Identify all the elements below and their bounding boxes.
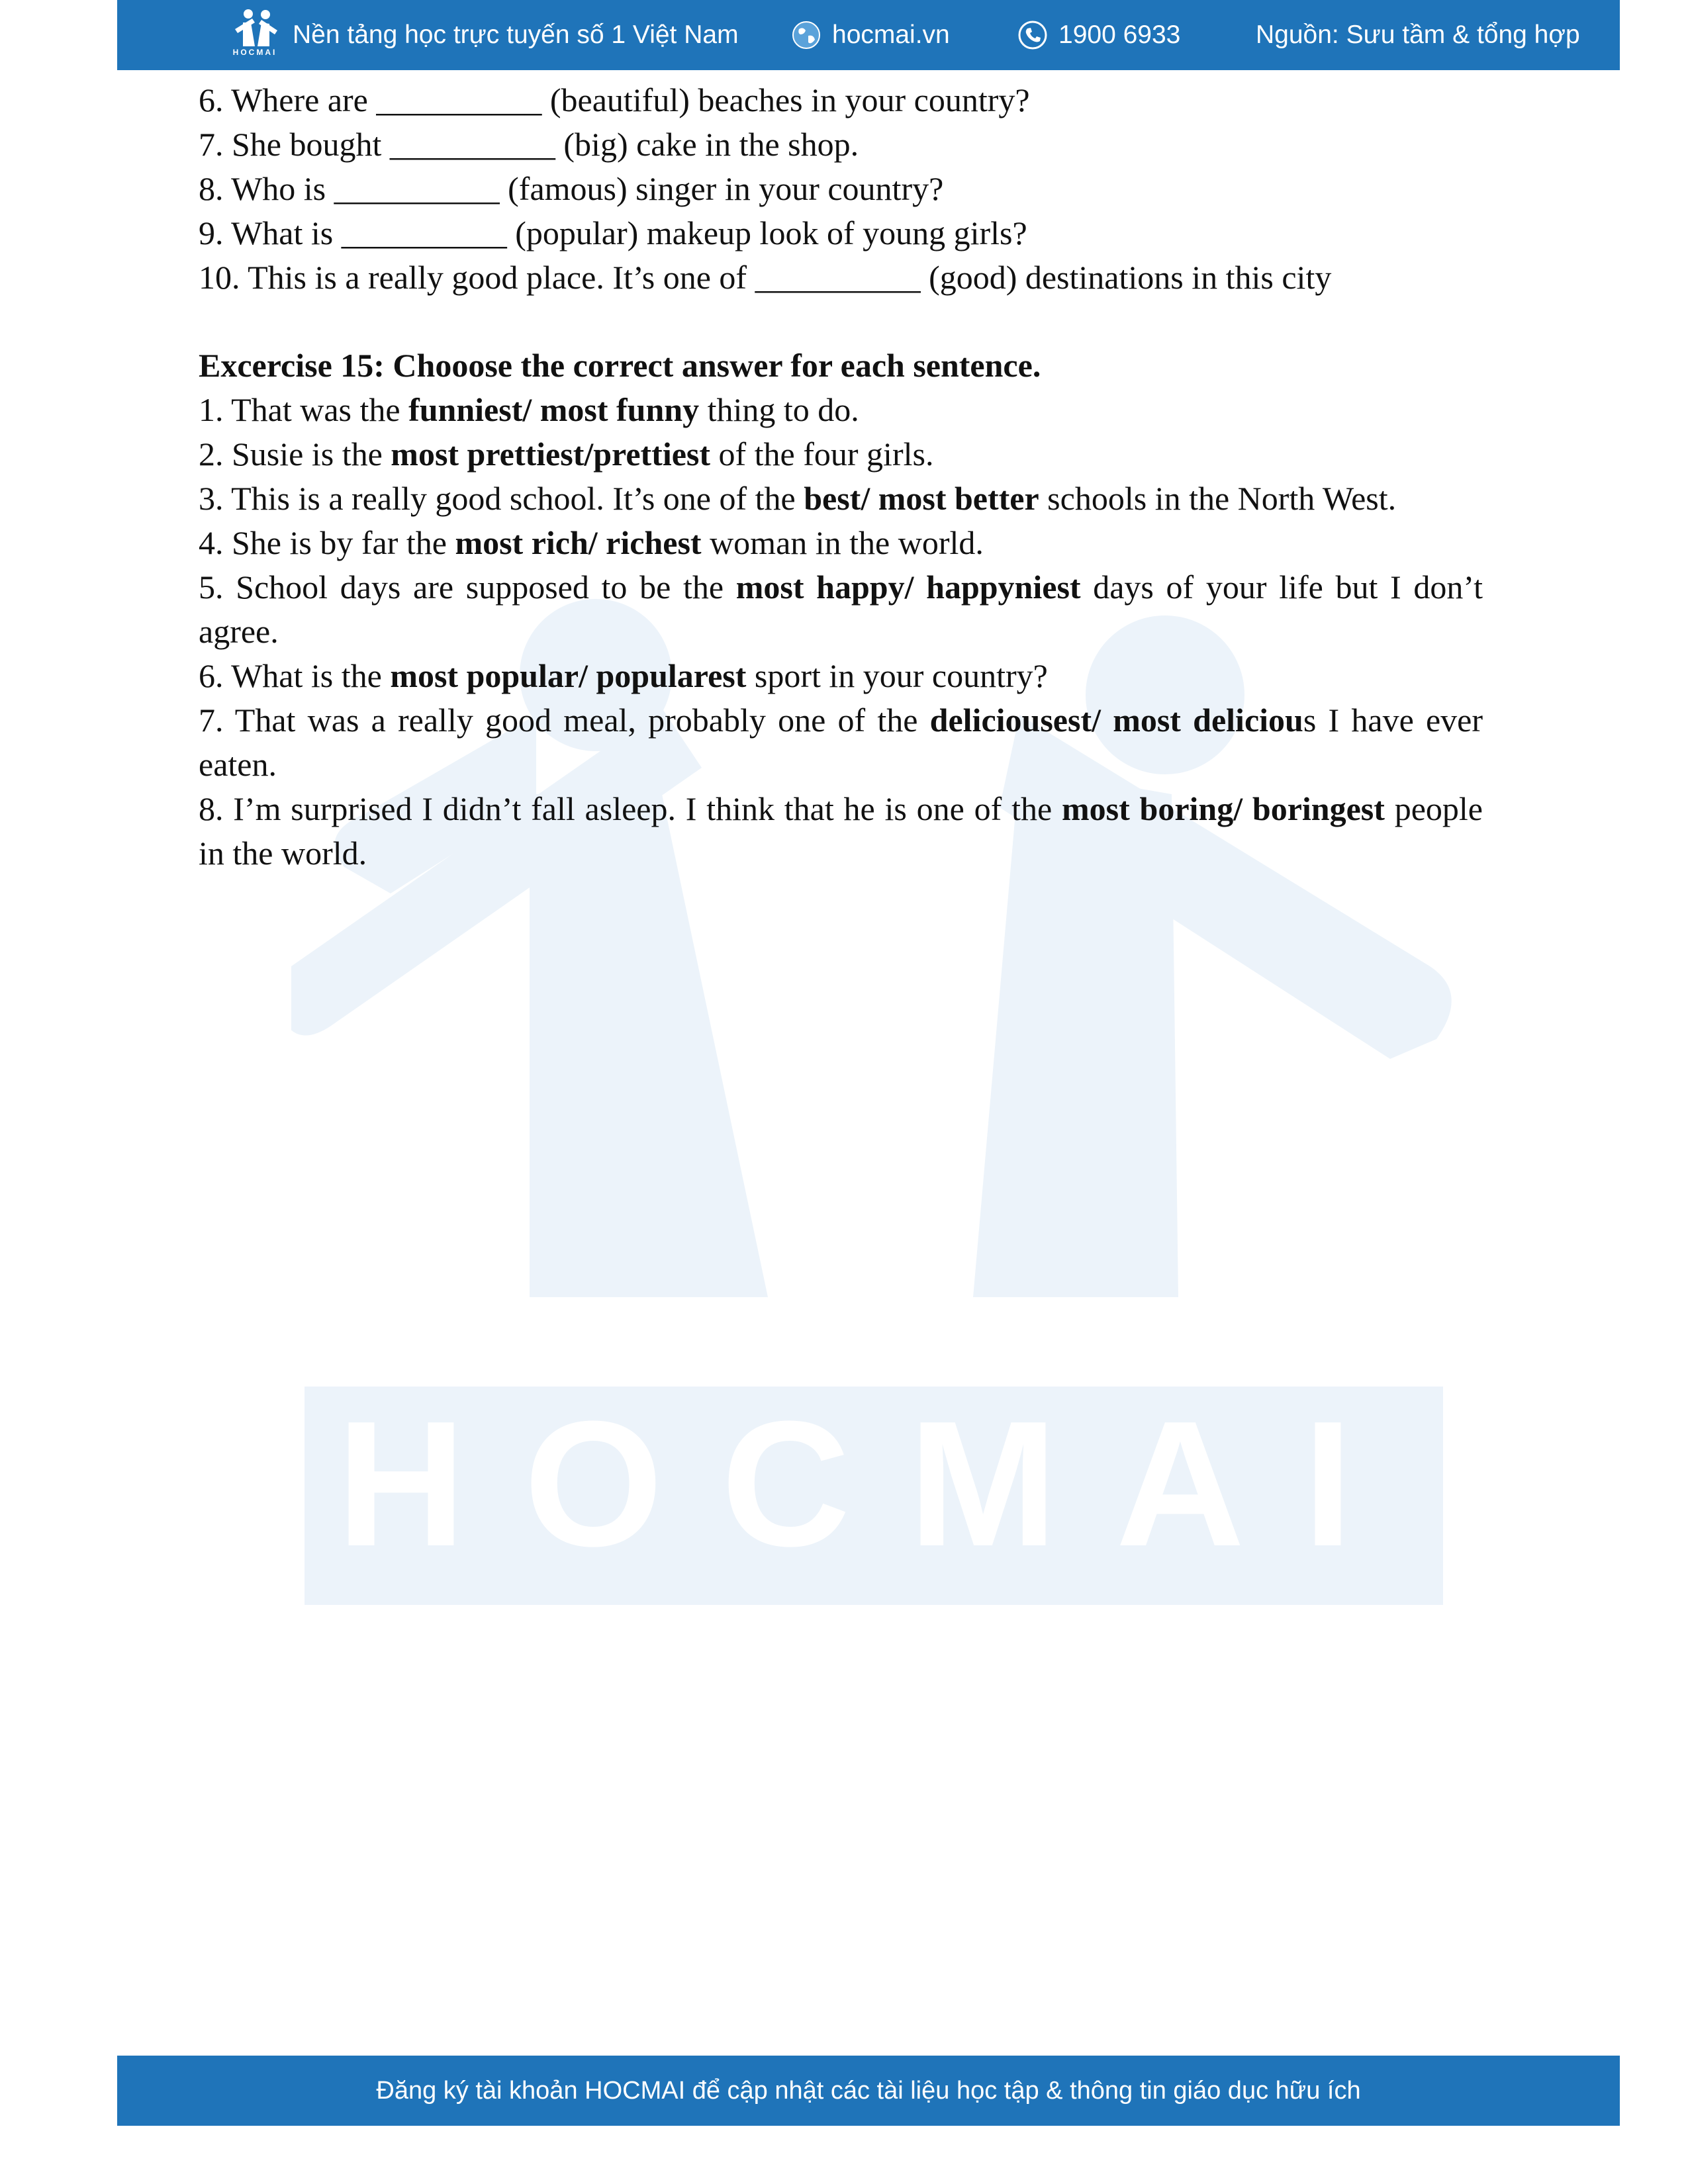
hocmai-logo[interactable] bbox=[228, 8, 281, 61]
answer-blank: __________ bbox=[341, 214, 507, 251]
ex14-item-8: 8. Who is __________ (famous) singer in your country? bbox=[199, 170, 944, 207]
ex15-item-8: 8. I’m surprised I didn’t fall asleep. I think that he is one of the most boring/ boringest people in the world. bbox=[199, 790, 1483, 872]
ex15-item-1: 1. That was the funniest/ most funny thing to do. bbox=[199, 391, 859, 428]
choice-options: most happy/ happyniest bbox=[735, 569, 1081, 606]
ex14-item-9: 9. What is __________ (popular) makeup look of young girls? bbox=[199, 214, 1027, 251]
header-phone[interactable] bbox=[1017, 17, 1180, 53]
choice-options: most popular/ popularest bbox=[390, 657, 747, 694]
choice-options: most boring/ boringest bbox=[1061, 790, 1385, 827]
header-source: Nguồn: Sưu tầm & tổng hợp bbox=[1256, 21, 1580, 49]
ex15-item-3: 3. This is a really good school. It’s one of the best/ most better schools in the North West. bbox=[199, 480, 1397, 517]
ex15-item-5: 5. School days are supposed to be the most happy/ happyniest days of your life but I don’t agree. bbox=[199, 569, 1483, 650]
ex14-item-10: 10. This is a really good place. It’s one of __________ (good) destinations in this city bbox=[199, 259, 1332, 296]
ex15-item-4: 4. She is by far the most rich/ richest woman in the world. bbox=[199, 524, 984, 561]
choice-options: most prettiest/prettiest bbox=[391, 435, 711, 473]
exercise-15-title: Excercise 15: Chooose the correct answer for each sentence. bbox=[199, 347, 1041, 384]
ex15-item-7: 7. That was a really good meal, probably one of the deliciousest/ most delicious I have ever eaten. bbox=[199, 702, 1483, 783]
answer-blank: __________ bbox=[755, 259, 921, 296]
document-body bbox=[199, 78, 1483, 876]
header-bar bbox=[117, 0, 1620, 70]
logo-text: HOCMAI bbox=[232, 48, 277, 57]
choice-options: best/ most better bbox=[804, 480, 1039, 517]
website-link[interactable]: hocmai.vn bbox=[832, 21, 950, 49]
choice-options: deliciousest/ most deliciou bbox=[929, 702, 1303, 739]
ex14-item-7: 7. She bought __________ (big) cake in the shop. bbox=[199, 126, 859, 163]
watermark-text: HOCMAI bbox=[336, 1385, 1411, 1584]
answer-blank: __________ bbox=[389, 126, 555, 163]
phone-number[interactable]: 1900 6933 bbox=[1058, 21, 1181, 49]
header-tagline: Nền tảng học trực tuyến số 1 Việt Nam bbox=[293, 21, 739, 49]
ex14-item-6: 6. Where are __________ (beautiful) beaches in your country? bbox=[199, 81, 1030, 118]
hocmai-logo-icon bbox=[228, 8, 281, 49]
ex15-item-6: 6. What is the most popular/ popularest sport in your country? bbox=[199, 657, 1048, 694]
choice-options: most rich/ richest bbox=[455, 524, 702, 561]
answer-blank: __________ bbox=[334, 170, 500, 207]
choice-options: funniest/ most funny bbox=[408, 391, 700, 428]
globe-icon bbox=[791, 20, 821, 50]
header-website[interactable] bbox=[791, 17, 950, 53]
footer-bar[interactable] bbox=[117, 2056, 1620, 2126]
phone-icon bbox=[1017, 20, 1048, 50]
footer-text[interactable]: Đăng ký tài khoản HOCMAI để cập nhật các tài liệu học tập & thông tin giáo dục hữu ích bbox=[376, 2076, 1361, 2105]
ex15-item-2: 2. Susie is the most prettiest/prettiest of the four girls. bbox=[199, 435, 934, 473]
answer-blank: __________ bbox=[376, 81, 542, 118]
